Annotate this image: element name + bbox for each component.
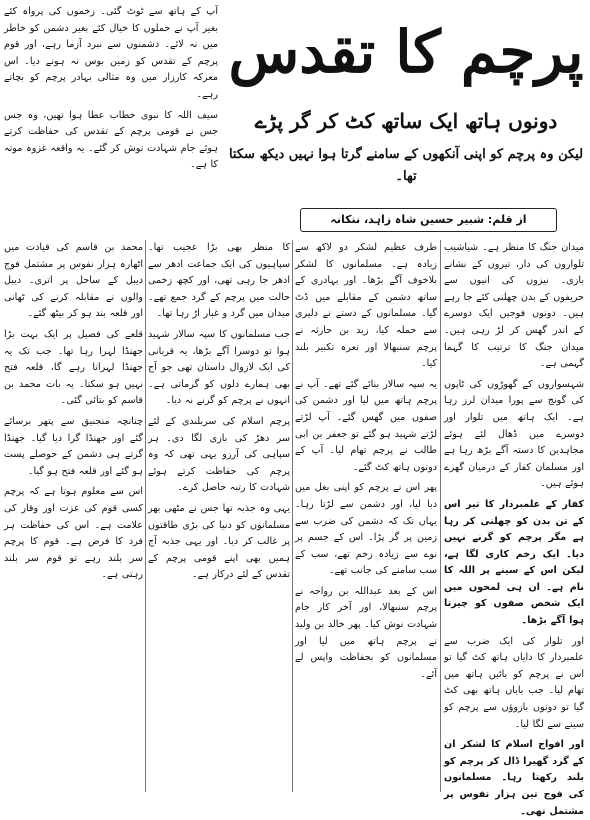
paragraph: کفار کے علمبردار کا تیر اس کے تن بدن کو چھلنی کر رہا ہے مگر پرچم کو گرنے نہیں دیا۔ ایک زخم کاری لگا ہے، لیکن اس کے سینے پر اللہ کا نام ہے۔ ان ہی لمحوں میں ایک شخص صفوں کو چیرتا ہوا آگے بڑھا۔: [444, 498, 584, 627]
column-2: [295, 240, 437, 792]
paragraph: طرف عظیم لشکر دو لاکھ سے زیادہ ہے۔ مسلمانوں کا لشکر بلاخوف آگے بڑھا۔ اور بہادری کے ساتھ دشمن کے مقابلے میں ڈٹ گیا۔ مسلمانوں کے دستے نے دلیری سے حملہ کیا، زید بن حارثہ نے پرچم سنبھالا اور نعرہ تکبیر بلند کیا۔: [295, 242, 437, 370]
headline-block: [226, 4, 586, 204]
paragraph: یہ سپہ سالار بنائے گئے تھے۔ آپ نے پرچم ہاتھ میں لیا اور دشمن کی صفوں میں گھس گئے۔ آپ لڑتے لڑتے شہید ہو گئے تو جعفر بن ابی طالب نے پرچم تھام لیا۔ آپ کے دونوں ہاتھ کٹ گئے۔: [295, 378, 437, 473]
paragraph: کا منظر بھی بڑا عجیب تھا۔ سپاہیوں کی ایک جماعت ادھر سے ادھر جا رہی تھی، اور کچھ زخمی حالت میں پرچم کے گرد جمع تھے۔ میدان میں گرد و غبار اڑ رہا تھا۔: [148, 242, 290, 320]
paragraph: پرچم اسلام کی سربلندی کے لئے سر دھڑ کی بازی لگا دی۔ ہر سپاہی کی آرزو یہی تھی کہ وہ پرچم کی حفاظت کرتے ہوئے شہادت کا رتبہ حاصل کرے۔: [148, 415, 290, 494]
paragraph: شہسواروں کے گھوڑوں کی ٹاپوں کی گونج سے پورا میدان لرز رہا ہے۔ ایک ہاتھ میں تلوار اور دوسرے میں ڈھال لئے ہوئے مجاہدین کا دستہ آگے بڑھ رہا ہے اور مسلمان کفار کے درمیان گھرے ہوئے ہیں۔: [444, 378, 584, 490]
paragraph: اور افواج اسلام کا لشکر ان کے گرد گھیرا ڈال کر پرچم کو بلند رکھتا رہا۔ مسلمانوں کی فوج تین ہزار نفوس پر مشتمل تھی۔: [444, 739, 584, 817]
paragraph: جب مسلمانوں کا سپہ سالار شہید ہوا تو دوسرا آگے بڑھا، یہ قربانی کی ایک لازوال داستان تھی جو آج بھی ہمارے دلوں کو گرماتی ہے۔ انہوں نے پرچم کو گرنے نہ دیا۔: [148, 328, 290, 407]
paragraph: محمد بن قاسم کی قیادت میں اٹھارہ ہزار نفوس پر مشتمل فوج دیبل کے ساحل پر اتری۔ دیبل والوں نے مقابلہ کرنے کی ٹھانی اور قلعہ بند ہو کر بیٹھ گئے۔: [4, 242, 143, 320]
headline-deck: لیکن وہ پرچم کو اپنی آنکھوں کے سامنے گرتا ہوا نہیں دیکھ سکتا تھا۔: [228, 147, 584, 184]
paragraph: میدان جنگ کا منظر ہے۔ شیاشیب تلواروں کی دار، تیروں کے نشانے بازی۔ نیزوں کی انیوں سے حریفوں کے بدن چھلنی کئے جا رہے ہیں۔ دونوں فوجیں ایک دوسرے کے اندر گھس کر لڑ رہی ہیں۔ میدان جنگ کا ترتیب کا گہما گہمی ہے۔: [444, 242, 584, 370]
paragraph: پھر اس نے پرچم کو اپنی بغل میں دبا لیا، اور دشمن سے لڑتا رہا۔ یہاں تک کہ دشمن کی ضرب سے زمین پر گر پڑا۔ اس کے جسم پر نوے سے زیادہ زخم تھے، سب کے سب سامنے کی جانب تھے۔: [295, 482, 437, 577]
column-3: [148, 240, 290, 792]
paragraph: سیف اللہ کا نبوی خطاب عطا ہوا تھیں، وہ جس جس نے قومی پرچم کے تقدس کی حفاظت کرتے ہوئے جام شہادت نوش کر گئے۔ یہ واقعہ غزوہ موتہ کا ہے۔: [4, 109, 218, 171]
paragraph: یہی وہ جذبہ تھا جس نے مٹھی بھر مسلمانوں کو دنیا کی بڑی طاقتوں پر غالب کر دیا۔ اور یہی جذبہ آج ہمیں بھی اپنے قومی پرچم کے تقدس کے لئے درکار ہے۔: [148, 502, 290, 581]
headline-subtitle: دونوں ہاتھ ایک ساتھ کٹ کر گر پڑے: [254, 109, 558, 133]
paragraph: قلعے کی فصیل پر ایک بہت بڑا جھنڈا لہرا رہا تھا۔ جب تک یہ جھنڈا لہراتا رہے گا، قلعہ فتح نہیں ہو سکتا۔ یہ بات محمد بن قاسم کو بتائی گئی۔: [4, 328, 143, 407]
column-divider: [145, 240, 146, 792]
paragraph: اس کے بعد عبداللہ بن رواحہ نے پرچم سنبھالا، اور آخر کار جام شہادت نوش کیا۔ پھر خالد بن ولید نے پرچم ہاتھ میں لیا اور مسلمانوں کو بحفاظت واپس لے آئے۔: [295, 585, 437, 680]
column-divider: [440, 240, 441, 792]
column-1: [444, 240, 584, 817]
column-4: [4, 240, 143, 792]
byline: از قلم: شبیر حسین شاہ زاہد، ننکانہ: [300, 208, 557, 232]
headline-title: پرچم کا تقدس: [228, 18, 584, 86]
column-top-left: [4, 4, 218, 232]
paragraph: اس سے معلوم ہوتا ہے کہ پرچم کسی قوم کی عزت اور وقار کی علامت ہے۔ اس کی حفاظت ہر فرد کا فرض ہے۔ قوم کا پرچم سر بلند رہے تو قوم سر بلند رہتی ہے۔: [4, 486, 143, 581]
paragraph: اور تلوار کی ایک ضرب سے علمبردار کا دایاں ہاتھ کٹ گیا تو اس نے پرچم کو بائیں ہاتھ میں تھام لیا۔ جب بایاں ہاتھ بھی کٹ گیا تو دونوں بازوؤں سے پرچم کو سینے سے لگا لیا۔: [444, 635, 584, 730]
paragraph: چنانچہ منجنیق سے پتھر برسائے گئے اور جھنڈا گرا دیا گیا۔ جھنڈا گرتے ہی دشمن کے حوصلے پست ہو گئے اور قلعہ فتح ہو گیا۔: [4, 415, 143, 477]
paragraph: آپ کے ہاتھ سے ٹوٹ گئی۔ زخموں کی پرواہ کئے بغیر آپ نے حملوں کا خیال کئے بغیر دشمن کو خاطر میں نہ لائے۔ دشمنوں سے نبرد آزما رہے، اور قوم پرچم کے تقدس کو زمین بوس نہ ہونے دیا۔ اس معرکہ کارزار میں وہ مثالی بہادر پرچم کو بچاتے رہے۔: [4, 6, 218, 100]
column-divider: [292, 240, 293, 792]
